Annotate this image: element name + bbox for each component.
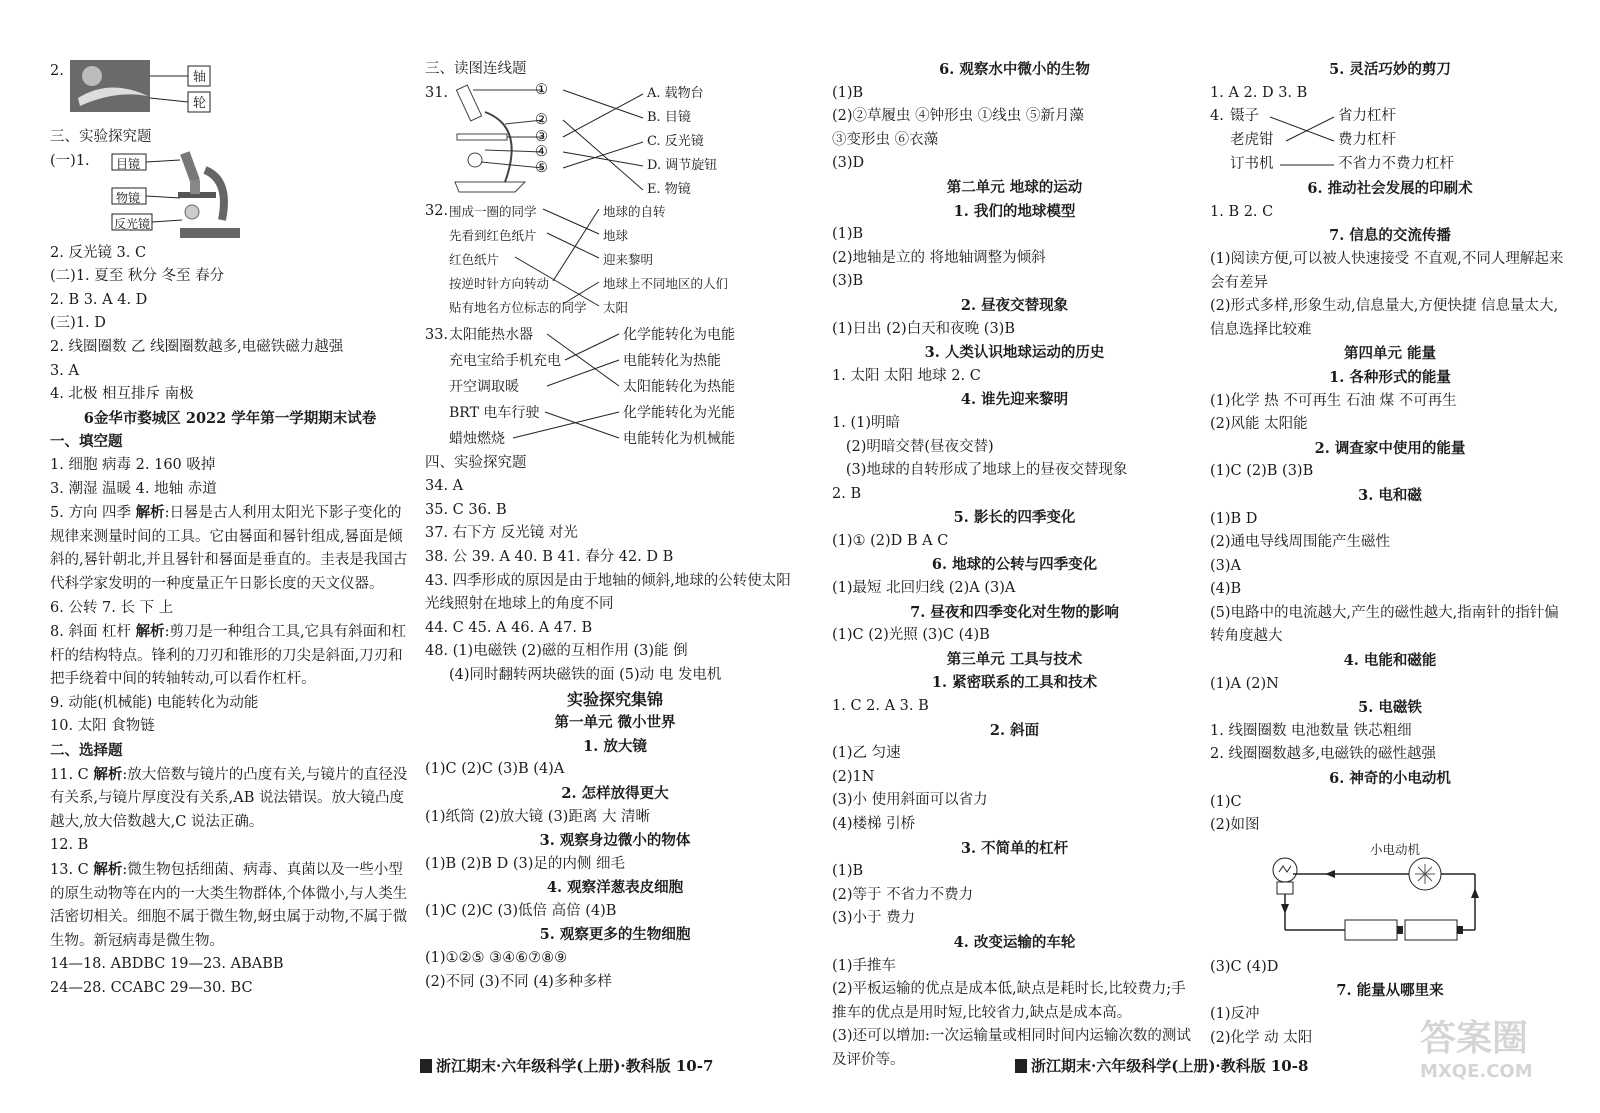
answer-line: 2. 线圈圈数 乙 线圈圈数越多,电磁铁磁力越强 (50, 338, 344, 355)
microscope-figure (50, 150, 410, 242)
column-2 (425, 58, 805, 994)
answer-line: 2. B (832, 485, 862, 502)
q32-right-2: 地球 (603, 227, 629, 243)
answer-line: 4. 北极 相互排斥 南极 (50, 386, 194, 403)
answer-line: (3)还可以增加:一次运输量或相同时间内运输次数的测试及评价等。 (832, 1028, 1191, 1068)
answer-line: 44. C 45. A 46. A 47. B (425, 619, 593, 636)
q4-left-3: 订书机 (1230, 156, 1274, 173)
q8-answer: 8. 斜面 杠杆 解析:剪刀是一种组合工具,它具有斜面和杠杆的结构特点。锋利的刀刃和锥形的刀尖是斜面,刀刃和把手绕着中间的转轴转动,可以看作杠杆。 (50, 623, 407, 688)
lesson-heading: 4. 电能和磁能 (1343, 652, 1437, 670)
answer-line: (2)平板运输的优点是成本低,缺点是耗时长,比较费力;手推车的优点是用时短,比较省力,缺点是成本高。 (832, 981, 1186, 1021)
answer-line: 1. C 2. A 3. B (832, 698, 929, 715)
q31-num-2: ② (535, 111, 548, 128)
q31-num-1: ① (535, 81, 548, 98)
answer-line: (2)等于 不省力不费力 (832, 886, 974, 903)
block-onion-cells (425, 876, 805, 923)
answer-line: (4)同时翻转两块磁铁的面 (5)动 电 发电机 (449, 666, 722, 683)
wheel-label: 轮 (193, 96, 207, 111)
column-4 (1210, 58, 1570, 1050)
lesson-heading: 7. 信息的交流传播 (1329, 227, 1451, 245)
answer-line: (3)小 使用斜面可以省力 (832, 792, 988, 809)
answer-line: (1)反冲 (1210, 1006, 1260, 1022)
q33-number: 33. (425, 326, 449, 343)
answer-line: ③变形虫 ⑥衣藻 (832, 131, 939, 148)
q31-right-a: A. 载物台 (647, 85, 704, 101)
q31-right-e: E. 物镜 (647, 181, 691, 197)
answer-line: 34. A (425, 478, 464, 495)
answer-line: 1. 细胞 病毒 2. 160 吸掉 (50, 456, 216, 473)
lesson-heading: 5. 灵活巧妙的剪刀 (1329, 61, 1451, 78)
answer-line: (1)C (2)光照 (3)C (4)B (832, 627, 990, 644)
q33-right-5: 电能转化为机械能 (623, 430, 735, 447)
objective-label: 物镜 (116, 190, 141, 205)
lesson-heading: 4. 观察洋葱表皮细胞 (546, 879, 684, 897)
block-more-cells (425, 923, 805, 994)
answer-line: (4)楼梯 引桥 (832, 816, 916, 832)
q31-number: 31. (425, 84, 449, 101)
answer-line: (2)风能 太阳能 (1210, 416, 1308, 433)
answer-line: (3)B (832, 273, 864, 290)
exam-number: 6 (83, 409, 94, 427)
q31-right-c: C. 反光镜 (647, 133, 704, 149)
q4-left-1: 镊子 (1230, 108, 1259, 125)
lesson-heading: 5. 电磁铁 (1358, 699, 1422, 717)
answer-line: (1)纸筒 (2)放大镜 (3)距离 大 清晰 (425, 808, 651, 825)
lesson-heading: 2. 调查家中使用的能量 (1314, 439, 1466, 457)
unit-heading: 第四单元 能量 (1343, 345, 1437, 363)
answer-line: (1)B (832, 84, 864, 101)
q31-matching (425, 82, 805, 200)
answer-line: 12. B (50, 837, 89, 854)
q32-left-3: 红色纸片 (449, 251, 500, 267)
q31-right-b: B. 目镜 (647, 109, 691, 125)
answer-line: (2)不同 (3)不同 (4)多种多样 (425, 973, 612, 990)
answer-line: (2)如图 (1210, 817, 1260, 834)
block-magnifier (425, 735, 805, 782)
answer-line: 1. (1)明暗 (832, 414, 900, 431)
motor-circuit-diagram (1265, 852, 1525, 970)
footer-mark-icon (1015, 1059, 1027, 1073)
answer-line: (3)地球的自转形成了地球上的昼夜交替现象 (832, 462, 1128, 479)
q33-matching (425, 324, 805, 452)
lesson-heading: 3. 人类认识地球运动的历史 (924, 344, 1105, 362)
lesson-heading: 6. 地球的公转与四季变化 (931, 556, 1098, 574)
q4-right-1: 省力杠杆 (1338, 108, 1396, 125)
lesson-heading: 1. 紧密联系的工具和技术 (931, 674, 1098, 692)
answer-line: (1)乙 匀速 (832, 745, 901, 762)
lesson-heading: 2. 斜面 (989, 721, 1040, 739)
answer-line: 1. B 2. C (1210, 203, 1274, 220)
lesson-heading: 6. 观察水中微小的生物 (939, 61, 1090, 78)
q33-left-4: BRT 电车行驶 (449, 404, 540, 421)
q32-left-5: 贴有地名方位标志的同学 (449, 299, 587, 315)
mirror-label: 反光镜 (114, 216, 151, 231)
answer-line: (二)1. 夏至 秋分 冬至 春分 (50, 268, 225, 285)
answer-line: 3. 潮湿 温暖 4. 地轴 赤道 (50, 480, 217, 497)
lesson-heading: 6. 神奇的小电动机 (1329, 770, 1451, 788)
answer-line: 1. 线圈圈数 电池数量 铁芯粗细 (1210, 722, 1412, 739)
answer-line: 2. 线圈圈数越多,电磁铁的磁性越强 (1210, 746, 1437, 763)
q33-left-2: 充电宝给手机充电 (449, 352, 561, 369)
axle-label: 轴 (193, 70, 207, 85)
answer-line: (2)通电导线周围能产生磁性 (1210, 534, 1391, 551)
answer-line: (1)①②⑤ ③④⑥⑦⑧⑨ (425, 950, 568, 967)
q32-right-5: 太阳 (603, 299, 629, 315)
watermark-url: MXQE.COM (1420, 1061, 1533, 1082)
watermark-logo: 答案圈 (1420, 1018, 1529, 1059)
q4-left-2: 老虎钳 (1230, 132, 1274, 149)
q43-answer: 43. 四季形成的原因是由于地轴的倾斜,地球的公转使太阳光线照射在地球上的角度不同 (425, 572, 791, 613)
lesson-heading: 5. 观察更多的生物细胞 (539, 926, 691, 944)
lesson-heading: 3. 不简单的杠杆 (960, 839, 1069, 857)
answer-line: 1. A 2. D 3. B (1210, 84, 1308, 101)
unit-heading: 第二单元 地球的运动 (946, 178, 1083, 196)
answer-line: (2)地轴是立的 将地轴调整为倾斜 (832, 249, 1046, 266)
q32-matching (425, 200, 805, 324)
answer-line: (1)B D (1210, 510, 1258, 527)
lesson-heading: 2. 昼夜交替现象 (960, 296, 1069, 314)
lesson-heading: 2. 怎样放得更大 (561, 784, 669, 802)
answer-line: (3)D (832, 155, 865, 172)
lesson-heading: 6. 推动社会发展的印刷术 (1307, 180, 1473, 198)
q32-right-4: 地球上不同地区的人们 (603, 275, 729, 291)
section-heading: 三、实验探究题 (50, 129, 152, 145)
exam-title: 6金华市婺城区 2022 学年第一学期期末试卷 (83, 409, 377, 427)
column-1 (50, 58, 410, 1001)
unit-heading: 第一单元 微小世界 (554, 714, 676, 732)
answer-line: (3)A (1210, 557, 1242, 574)
q33-left-3: 开空调取暖 (449, 378, 519, 395)
lesson-heading: 4. 改变运输的车轮 (953, 933, 1076, 951)
answer-line: (2)明暗交替(昼夜交替) (832, 438, 994, 455)
page-footer-right: 浙江期末·六年级科学(上册)·教科版 10-8 (1015, 1055, 1308, 1076)
page-footer-left: 浙江期末·六年级科学(上册)·教科版 10-7 (420, 1055, 713, 1076)
answer-line: (1)① (2)D B A C (832, 532, 949, 549)
q31-num-4: ④ (535, 143, 548, 160)
q2-number: 2. (50, 63, 64, 79)
lesson-heading: 3. 观察身边微小的物体 (539, 832, 691, 850)
q31-num-3: ③ (535, 128, 548, 145)
q31-num-5: ⑤ (535, 159, 548, 176)
answer-line: (1)最短 北回归线 (2)A (3)A (832, 580, 1016, 597)
block-enlarge (425, 782, 805, 829)
answer-line: (3)小于 费力 (832, 910, 916, 927)
q4-number: 4. (1210, 108, 1224, 125)
answer-line: 1. 太阳 太阳 地球 2. C (832, 367, 981, 384)
q33-left-5: 蜡烛燃烧 (449, 430, 505, 447)
answer-line: (1)C (2)C (3)低倍 高倍 (4)B (425, 902, 617, 919)
answer-line: 6. 公转 7. 长 下 上 (50, 599, 174, 616)
answer-line: (1)阅读方便,可以被人快速接受 不直观,不同人理解起来会有差异 (1210, 250, 1564, 291)
answer-line: 37. 右下方 反光镜 对光 (425, 525, 578, 542)
answer-line: 35. C 36. B (425, 501, 507, 518)
lesson-heading: 7. 昼夜和四季变化对生物的影响 (910, 603, 1119, 621)
q32-right-1: 地球的自转 (603, 203, 666, 219)
answer-line: (三)1. D (50, 315, 106, 332)
section-heading: 二、选择题 (50, 742, 123, 760)
q33-right-2: 电能转化为热能 (623, 352, 721, 369)
answer-line: 2. B 3. A 4. D (50, 291, 148, 308)
answer-line: 2. 反光镜 3. C (50, 244, 147, 261)
q32-left-1: 围成一圈的同学 (449, 203, 537, 219)
answer-line: 24—28. CCABC 29—30. BC (50, 980, 253, 996)
lesson-heading: 1. 我们的地球模型 (953, 202, 1076, 220)
answer-line: (1)手推车 (832, 957, 897, 974)
answer-line: (2)形式多样,形象生动,信息量大,方便快捷 信息量太大,信息选择比较难 (1210, 298, 1559, 338)
answer-line: (4)B (1210, 581, 1242, 598)
watermark (1420, 1010, 1570, 1105)
q4-right-3: 不省力不费力杠杆 (1338, 156, 1454, 173)
answer-line: (1)化学 热 不可再生 石油 煤 不可再生 (1210, 392, 1457, 409)
answer-line: (2)②草履虫 ④钟形虫 ①线虫 ⑤新月藻 (832, 108, 1084, 125)
lever-matching (1210, 105, 1570, 177)
q32-left-2: 先看到红色纸片 (449, 227, 537, 243)
answer-line: 3. A (50, 362, 79, 379)
block-tiny-objects (425, 829, 805, 876)
motor-circuit-figure (1210, 838, 1570, 956)
answer-line: (1)A (2)N (1210, 675, 1279, 692)
lesson-heading: 1. 各种形式的能量 (1329, 368, 1451, 386)
answer-line: 10. 太阳 食物链 (50, 718, 155, 735)
answer-line: (2)1N (832, 768, 875, 785)
eyepiece-label: 目镜 (116, 156, 141, 171)
q31-right-d: D. 调节旋钮 (647, 157, 718, 173)
answer-line: (1)C (2)C (3)B (4)A (425, 761, 565, 778)
footer-mark-icon (420, 1059, 432, 1073)
lesson-heading: 1. 放大镜 (583, 737, 647, 755)
answer-line: (1)C (1210, 793, 1242, 810)
q5-answer: 5. 方向 四季 解析:日晷是古人利用太阳光下影子变化的规律来测量时间的工具。它由晷面和晷针组成,晷面是倾斜的,晷针朝北,并且晷针和晷面是垂直的。圭表是我国古代科学家发明的一种度量正午日影长度的天文仪器。 (50, 504, 408, 592)
lesson-heading: 3. 电和磁 (1358, 486, 1422, 504)
motor-label: 小电动机 (1370, 841, 1421, 857)
q11-answer: 11. C 解析:放大倍数与镜片的凸度有关,与镜片的直径没有关系,与镜片厚度没有关系,AB 说法错误。放大镜凸度越大,放大倍数越大,C 说法正确。 (50, 765, 408, 830)
column-3 (832, 58, 1197, 1073)
q32-number: 32. (425, 202, 449, 219)
section-heading: 四、实验探究题 (425, 454, 527, 471)
lesson-heading: 5. 影长的四季变化 (953, 509, 1076, 527)
lesson-heading: 4. 谁先迎来黎明 (960, 391, 1069, 409)
answer-line: (5)电路中的电流越大,产生的磁性越大,指南针的指针偏转角度越大 (1210, 604, 1559, 645)
answer-line: (1)C (2)B (3)B (1210, 463, 1314, 480)
q33-right-3: 太阳能转化为热能 (623, 378, 735, 395)
collection-title: 实验探究集锦 (566, 689, 663, 709)
unit-heading: 第三单元 工具与技术 (946, 650, 1083, 668)
answer-line: (3)C (4)D (1210, 958, 1279, 975)
lesson-heading: 7. 能量从哪里来 (1336, 982, 1444, 1000)
answer-line: 48. (1)电磁铁 (2)磁的互相作用 (3)能 倒 (425, 643, 688, 660)
p1-number: (一)1. (50, 152, 90, 169)
q32-right-3: 迎来黎明 (603, 251, 654, 267)
answer-line: 14—18. ABDBC 19—23. ABABB (50, 956, 284, 973)
answer-line: 38. 公 39. A 40. B 41. 春分 42. D B (425, 548, 674, 565)
q33-left-1: 太阳能热水器 (449, 326, 533, 343)
q32-left-4: 按逆时针方向转动 (449, 275, 550, 291)
q13-answer: 13. C 解析:微生物包括细菌、病毒、真菌以及一些小型的原生动物等在内的一大类生物群体,个体微小,与人类生活密切相关。细胞不属于微生物,蚜虫属于动物,不属于微生物。新冠病毒是微生物。 (50, 861, 408, 949)
section-heading: 三、读图连线题 (425, 61, 527, 77)
answer-line: (1)B (832, 863, 864, 880)
answer-line: (1)日出 (2)白天和夜晚 (3)B (832, 320, 1015, 337)
answer-line: (1)B (832, 226, 864, 243)
q4-right-2: 费力杠杆 (1338, 132, 1396, 149)
wheel-axle-image (70, 58, 260, 120)
answer-line: (2)化学 动 太阳 (1210, 1029, 1313, 1046)
q33-right-4: 化学能转化为光能 (623, 404, 735, 421)
answer-line: 9. 动能(机械能) 电能转化为动能 (50, 694, 259, 711)
q33-right-1: 化学能转化为电能 (623, 326, 735, 343)
section-heading: 一、填空题 (50, 433, 123, 451)
answer-line: (1)B (2)B D (3)足的内侧 细毛 (425, 855, 625, 872)
wheel-axle-figure (50, 58, 410, 120)
